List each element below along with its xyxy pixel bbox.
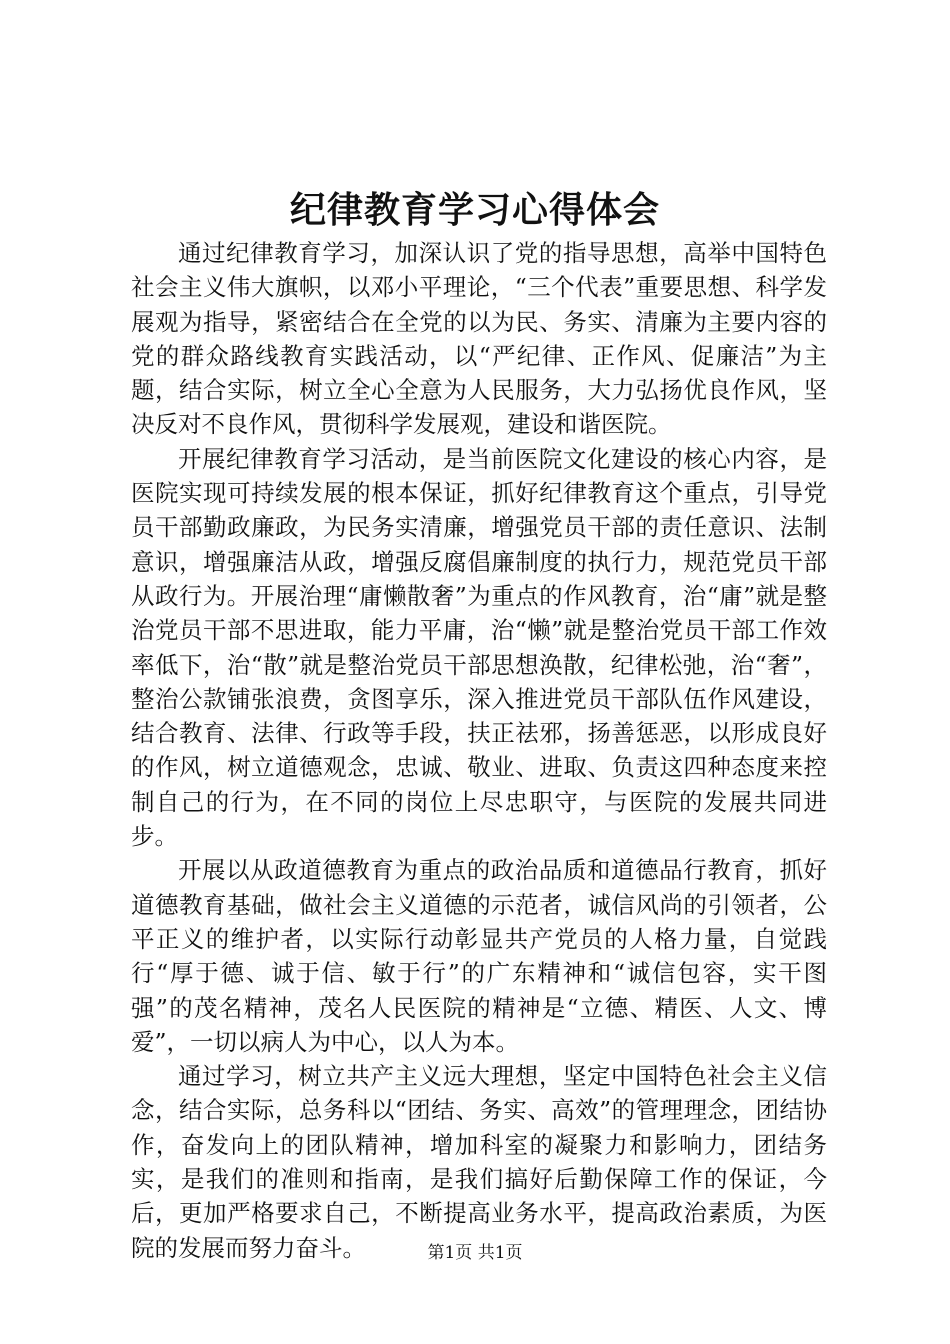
paragraph-3: 开展以从政道德教育为重点的政治品质和道德品行教育，抓好道德教育基础，做社会主义道德的示范者，诚信风尚的引领者，公平正义的维护者，以实际行动彰显共产党员的人格力量，自觉践行“厚于德、诚于信、敏于行”的广东精神和“诚信包容，实干图强”的茂名精神，茂名人民医院的精神是“立德、精医、人文、博爱”，一切以病人为中心，以人为本。: [131, 856, 827, 1056]
paragraph-1: 通过纪律教育学习，加深认识了党的指导思想，高举中国特色社会主义伟大旗帜，以邓小平理论，“三个代表”重要思想、科学发展观为指导，紧密结合在全党的以为民、务实、清廉为主要内容的党的群众路线教育实践活动，以“严纪律、正作风、促廉洁”为主题，结合实际，树立全心全意为人民服务，大力弘扬优良作风，坚决反对不良作风，贯彻科学发展观，建设和谐医院。: [131, 239, 827, 439]
paragraph-2: 开展纪律教育学习活动，是当前医院文化建设的核心内容，是医院实现可持续发展的根本保证，抓好纪律教育这个重点，引导党员干部勤政廉政，为民务实清廉，增强党员干部的责任意识、法制意识，增强廉洁从政，增强反腐倡廉制度的执行力，规范党员干部从政行为。开展治理“庸懒散奢”为重点的作风教育，治“庸”就是整治党员干部不思进取，能力平庸，治“懒”就是整治党员干部工作效率低下，治“散”就是整治党员干部思想涣散，纪律松弛，治“奢”，整治公款铺张浪费，贪图享乐，深入推进党员干部队伍作风建设，结合教育、法律、行政等手段，扶正祛邪，扬善惩恶，以形成良好的作风，树立道德观念，忠诚、敬业、进取、负责这四种态度来控制自己的行为，在不同的岗位上尽忠职守，与医院的发展共同进步。: [131, 444, 827, 851]
page-footer: 第1页 共1页: [427, 1243, 523, 1263]
paragraph-4: 通过学习，树立共产主义远大理想，坚定中国特色社会主义信念，结合实际，总务科以“团结、务实、高效”的管理理念，团结协作，奋发向上的团队精神，增加科室的凝聚力和影响力，团结务实，是我们的准则和指南，是我们搞好后勤保障工作的保证，今后，更加严格要求自己，不断提高业务水平，提高政治素质，为医院的发展而努力奋斗。: [131, 1062, 827, 1262]
document-title: 纪律教育学习心得体会: [289, 189, 660, 231]
document-body: [131, 236, 827, 1265]
